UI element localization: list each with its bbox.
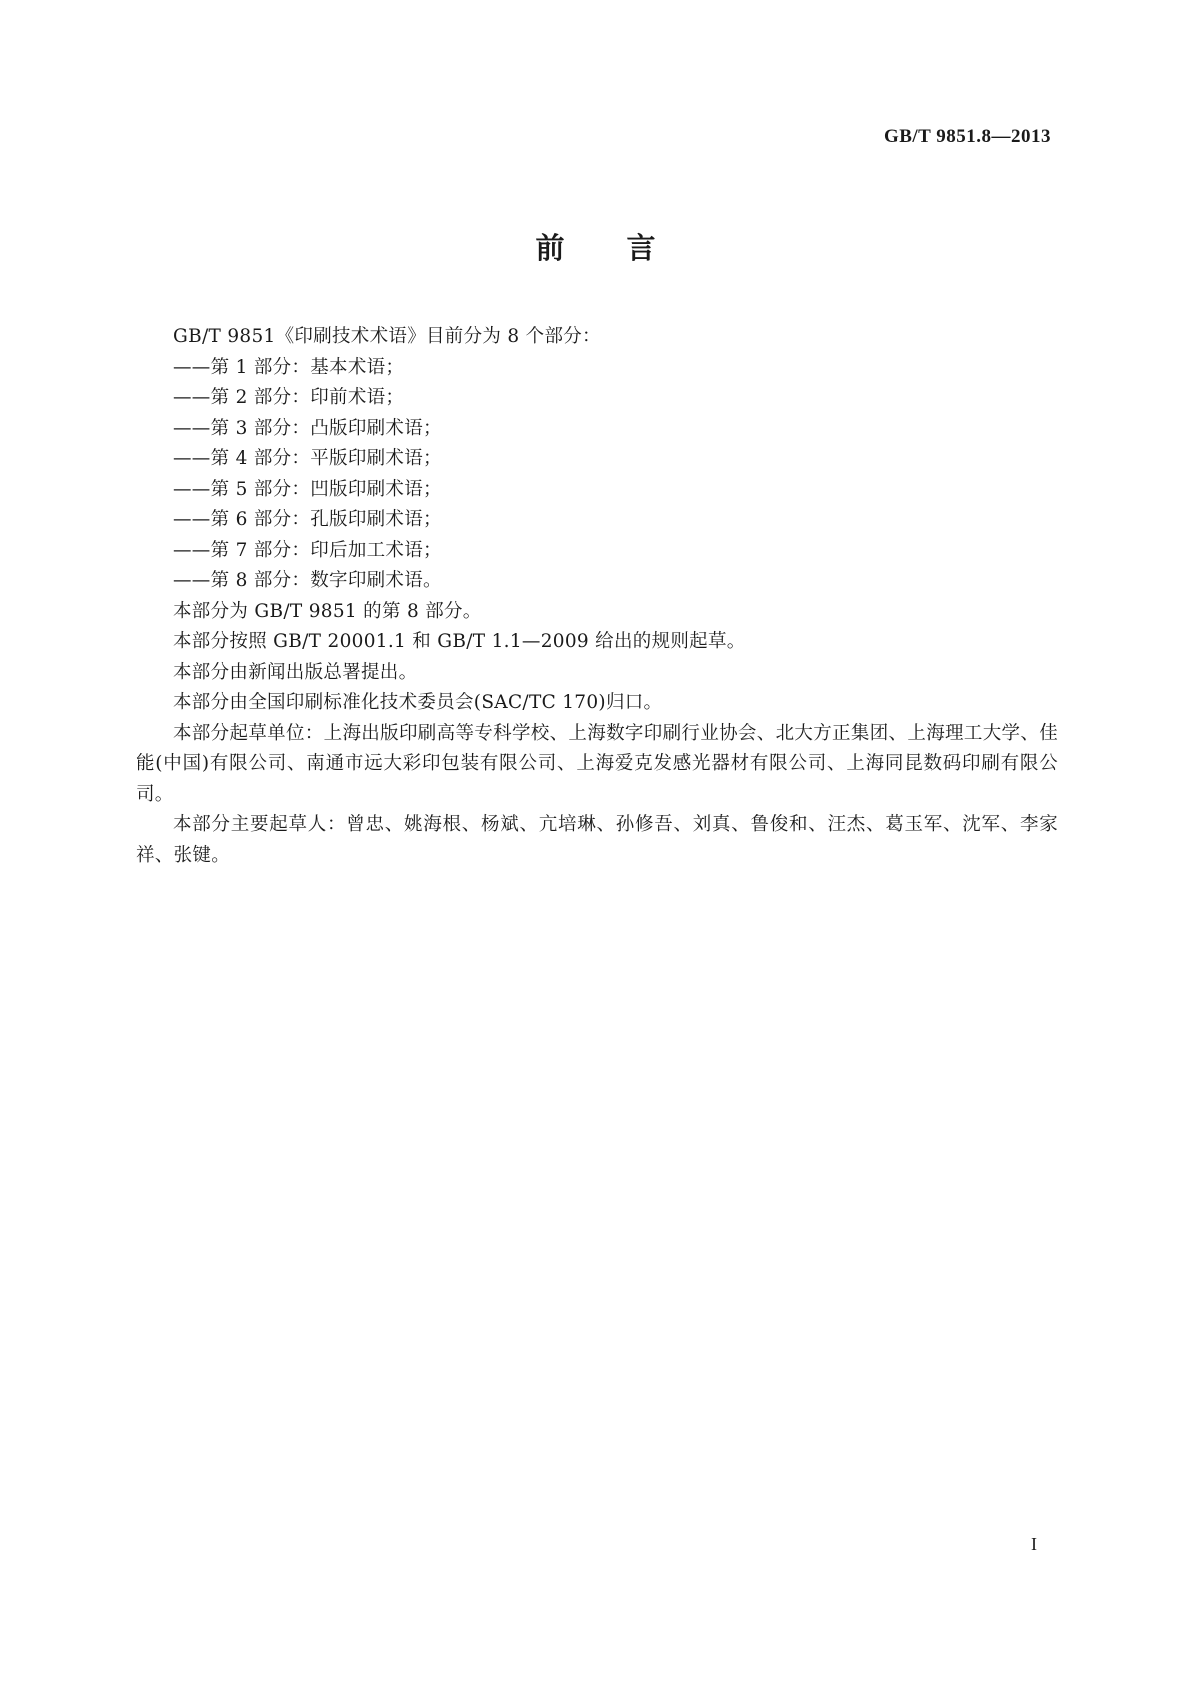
part-list-item: ——第 3 部分：凸版印刷术语； (173, 417, 442, 439)
body-paragraph: 本部分按照 GB/T 20001.1 和 GB/T 1.1—2009 给出的规则起草。 (173, 631, 746, 652)
part-list-item: ——第 2 部分：印前术语； (173, 387, 405, 408)
part-list-item: ——第 4 部分：平版印刷术语； (173, 448, 442, 469)
body-paragraph: 本部分由新闻出版总署提出。 (173, 661, 418, 683)
page-number: I (1031, 1534, 1037, 1554)
part-list-item: ——第 5 部分：凹版印刷术语； (173, 478, 442, 500)
body-paragraph: 本部分由全国印刷标准化技术委员会(SAC/TC 170)归口。 (173, 692, 663, 713)
part-list-item: ——第 1 部分：基本术语； (173, 356, 405, 378)
part-list-item: ——第 6 部分：孔版印刷术语； (173, 509, 442, 530)
page-title: 前言 (535, 231, 718, 265)
intro-paragraph: GB/T 9851《印刷技术术语》目前分为 8 个部分： (173, 326, 601, 347)
part-list-item: ——第 7 部分：印后加工术语； (173, 539, 442, 561)
drafters-paragraph: 本部分主要起草人：曾忠、姚海根、杨斌、亢培琳、孙修吾、刘真、鲁俊和、汪杰、葛玉军、沈军、李家祥、张键。 (136, 814, 1058, 866)
drafting-units-paragraph: 本部分起草单位：上海出版印刷高等专科学校、上海数字印刷行业协会、北大方正集团、上海理工大学、佳能(中国)有限公司、南通市远大彩印包装有限公司、上海爱克发感光器材有限公司、上海同昆数码印刷有限公司。 (136, 722, 1058, 805)
part-list-item: ——第 8 部分：数字印刷术语。 (173, 570, 442, 591)
body-paragraph: 本部分为 GB/T 9851 的第 8 部分。 (173, 600, 482, 622)
standard-number: GB/T 9851.8—2013 (883, 126, 1051, 147)
foreword-body (136, 322, 1058, 871)
